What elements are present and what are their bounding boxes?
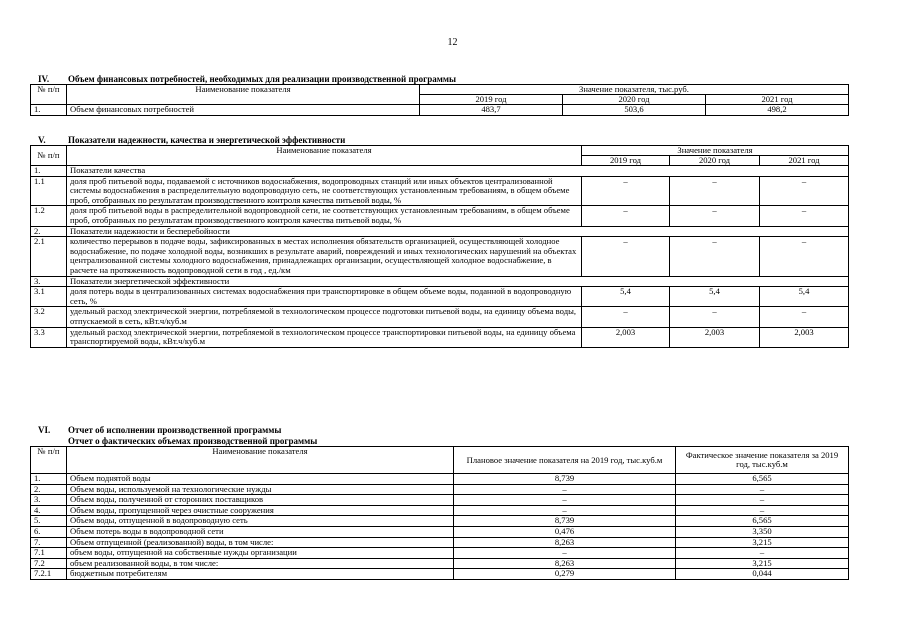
section-6-title [38,425,281,435]
row-value: – [760,237,849,276]
row-name: количество перерывов в подаче воды, зафиксированных в местах исполнения обязательств организацией, осуществляющей холодное водоснабжение, по подаче холодной воды, возникших в результате аварий, повреждений и иных технологических нарушений на объектах централизованной системы холодного водоснабжения, принадлежащих организации, осуществляющей холодное водоснабжение, в расчете на протяженность водопроводной сети в год , ед./км [67,237,582,276]
row-value: 498,2 [706,105,849,116]
table-row [31,176,849,206]
row-fact: 6,565 [676,474,849,485]
row-no: 3.3 [31,327,67,347]
row-no: 6. [31,526,67,537]
header-fact: Фактическое значение показателя за 2019 год, тыс.куб.м [676,447,849,474]
header-name: Наименование показателя [67,85,420,105]
row-no: 7.1 [31,548,67,559]
row-name: бюджетным потребителям [67,569,454,580]
section-5-title [38,135,345,145]
row-plan: – [454,484,676,495]
header-year: 2020 год [670,156,760,166]
row-value: 503,6 [563,105,706,116]
table-row [31,307,849,327]
row-name: Объем воды, используемой на технологические нужды [67,484,454,495]
row-name: удельный расход электрической энергии, потребляемой в технологическом процессе подготовки питьевой воды, на единицу объема воды, отпускаемой в сеть, кВт.ч/куб.м [67,307,582,327]
header-no: № п/п [31,447,67,474]
row-value: – [760,307,849,327]
table-row [31,558,849,569]
row-no: 1. [31,166,67,177]
row-value: – [760,206,849,226]
row-plan: 8,263 [454,558,676,569]
row-fact: 3,350 [676,526,849,537]
table-row [31,287,849,307]
row-name: Объем воды, пропущенной через очистные сооружения [67,505,454,516]
row-fact: 6,565 [676,516,849,527]
header-value: Значение показателя, тыс.руб. [420,85,849,95]
row-value: – [670,176,760,206]
section-6-title-text: Отчет об исполнении производственной программы [68,425,282,435]
row-plan: 0,279 [454,569,676,580]
header-year: 2021 год [760,156,849,166]
row-no: 3. [31,276,67,287]
row-name: Показатели надежности и бесперебойности [67,226,849,237]
row-value: 5,4 [670,287,760,307]
table-row [31,537,849,548]
row-value: – [582,206,670,226]
row-name: доля потерь воды в централизованных системах водоснабжения при транспортировке в общем объеме воды, поданной в водопроводную сеть, % [67,287,582,307]
row-plan: – [454,505,676,516]
row-value: – [760,176,849,206]
section-6-number: VI. [38,425,51,435]
table-row [31,548,849,559]
row-name: удельный расход электрической энергии, потребляемой в технологическом процессе транспортировки питьевой воды, на единицу объема транспортируемой воды, кВт.ч/куб.м [67,327,582,347]
row-no: 7.2 [31,558,67,569]
row-name: доля проб питьевой воды в распределительной водопроводной сети, не соответствующих установленным требованиям, в общем объеме проб, отобранных по результатам производственного контроля качества питьевой воды, % [67,206,582,226]
production-report-table [30,446,849,580]
row-name: Объем поднятой воды [67,474,454,485]
row-fact: – [676,505,849,516]
table-row [31,206,849,226]
reliability-table [30,145,849,348]
row-value: 5,4 [582,287,670,307]
header-no: № п/п [31,85,67,105]
row-name: Объем воды, полученной от сторонних поставщиков [67,495,454,506]
row-fact: 0,044 [676,569,849,580]
row-fact: 3,215 [676,537,849,548]
row-name: Объем отпущенной (реализованной) воды, в том числе: [67,537,454,548]
row-plan: 0,476 [454,526,676,537]
page-number: 12 [447,37,458,48]
row-name: Объем воды, отпущенной в водопроводную сеть [67,516,454,527]
table-row [31,516,849,527]
row-no: 2.1 [31,237,67,276]
row-value: 483,7 [420,105,563,116]
group-row [31,276,849,287]
table-row [31,484,849,495]
row-fact: – [676,548,849,559]
row-value: 5,4 [760,287,849,307]
row-no: 3.2 [31,307,67,327]
group-row [31,166,849,177]
table-row [31,505,849,516]
header-year: 2019 год [420,95,563,105]
section-6-subtitle: Отчет о фактических объемах производственной программы [68,436,318,446]
financial-needs-table [30,84,849,116]
row-value: – [582,237,670,276]
header-no: № п/п [31,146,67,166]
header-name: Наименование показателя [67,447,454,474]
row-no: 2. [31,226,67,237]
row-fact: – [676,484,849,495]
row-no: 4. [31,505,67,516]
table-row [31,569,849,580]
header-year: 2019 год [582,156,670,166]
table-row [31,495,849,506]
row-name: объем реализованной воды, в том числе: [67,558,454,569]
section-5-title-text: Показатели надежности, качества и энергетической эффективности [68,135,346,145]
table-row [31,105,849,116]
row-value: – [582,307,670,327]
row-no: 3.1 [31,287,67,307]
row-no: 1.1 [31,176,67,206]
row-value: 2,003 [760,327,849,347]
header-year: 2021 год [706,95,849,105]
row-plan: 8,263 [454,537,676,548]
table-row [31,327,849,347]
header-plan: Плановое значение показателя на 2019 год, тыс.куб.м [454,447,676,474]
row-value: – [670,206,760,226]
row-no: 1. [31,474,67,485]
row-no: 7.2.1 [31,569,67,580]
table-row [31,474,849,485]
row-plan: 8,739 [454,516,676,527]
row-value: – [670,307,760,327]
section-4-title [38,74,456,84]
row-value: – [582,176,670,206]
table-row [31,526,849,537]
section-5-number: V. [38,135,46,145]
section-4-title-text: Объем финансовых потребностей, необходимых для реализации производственной программы [68,74,457,84]
row-value: – [670,237,760,276]
row-no: 7. [31,537,67,548]
group-row [31,226,849,237]
header-value: Значение показателя [582,146,849,156]
row-name: Показатели энергетической эффективности [67,276,849,287]
row-plan: 8,739 [454,474,676,485]
row-plan: – [454,495,676,506]
header-name: Наименование показателя [67,146,582,166]
row-name: Показатели качества [67,166,849,177]
row-name: объем воды, отпущенной на собственные нужды организации [67,548,454,559]
row-fact: 3,215 [676,558,849,569]
row-no: 5. [31,516,67,527]
row-no: 3. [31,495,67,506]
row-no: 1.2 [31,206,67,226]
row-fact: – [676,495,849,506]
header-year: 2020 год [563,95,706,105]
row-name: доля проб питьевой воды, подаваемой с источников водоснабжения, водопроводных станций или иных объектов централизованной системы водоснабжения в распределительную водопроводную сеть, не соответствующих установленным требованиям, в общем объеме проб, отобранных по результатам производственного контроля качества питьевой воды, % [67,176,582,206]
row-value: 2,003 [670,327,760,347]
row-name: Объем потерь воды в водопроводной сети [67,526,454,537]
row-no: 2. [31,484,67,495]
row-value: 2,003 [582,327,670,347]
row-name: Объем финансовых потребностей [67,105,420,116]
row-no: 1. [31,105,67,116]
row-plan: – [454,548,676,559]
table-row [31,237,849,276]
section-4-number: IV. [38,74,50,84]
